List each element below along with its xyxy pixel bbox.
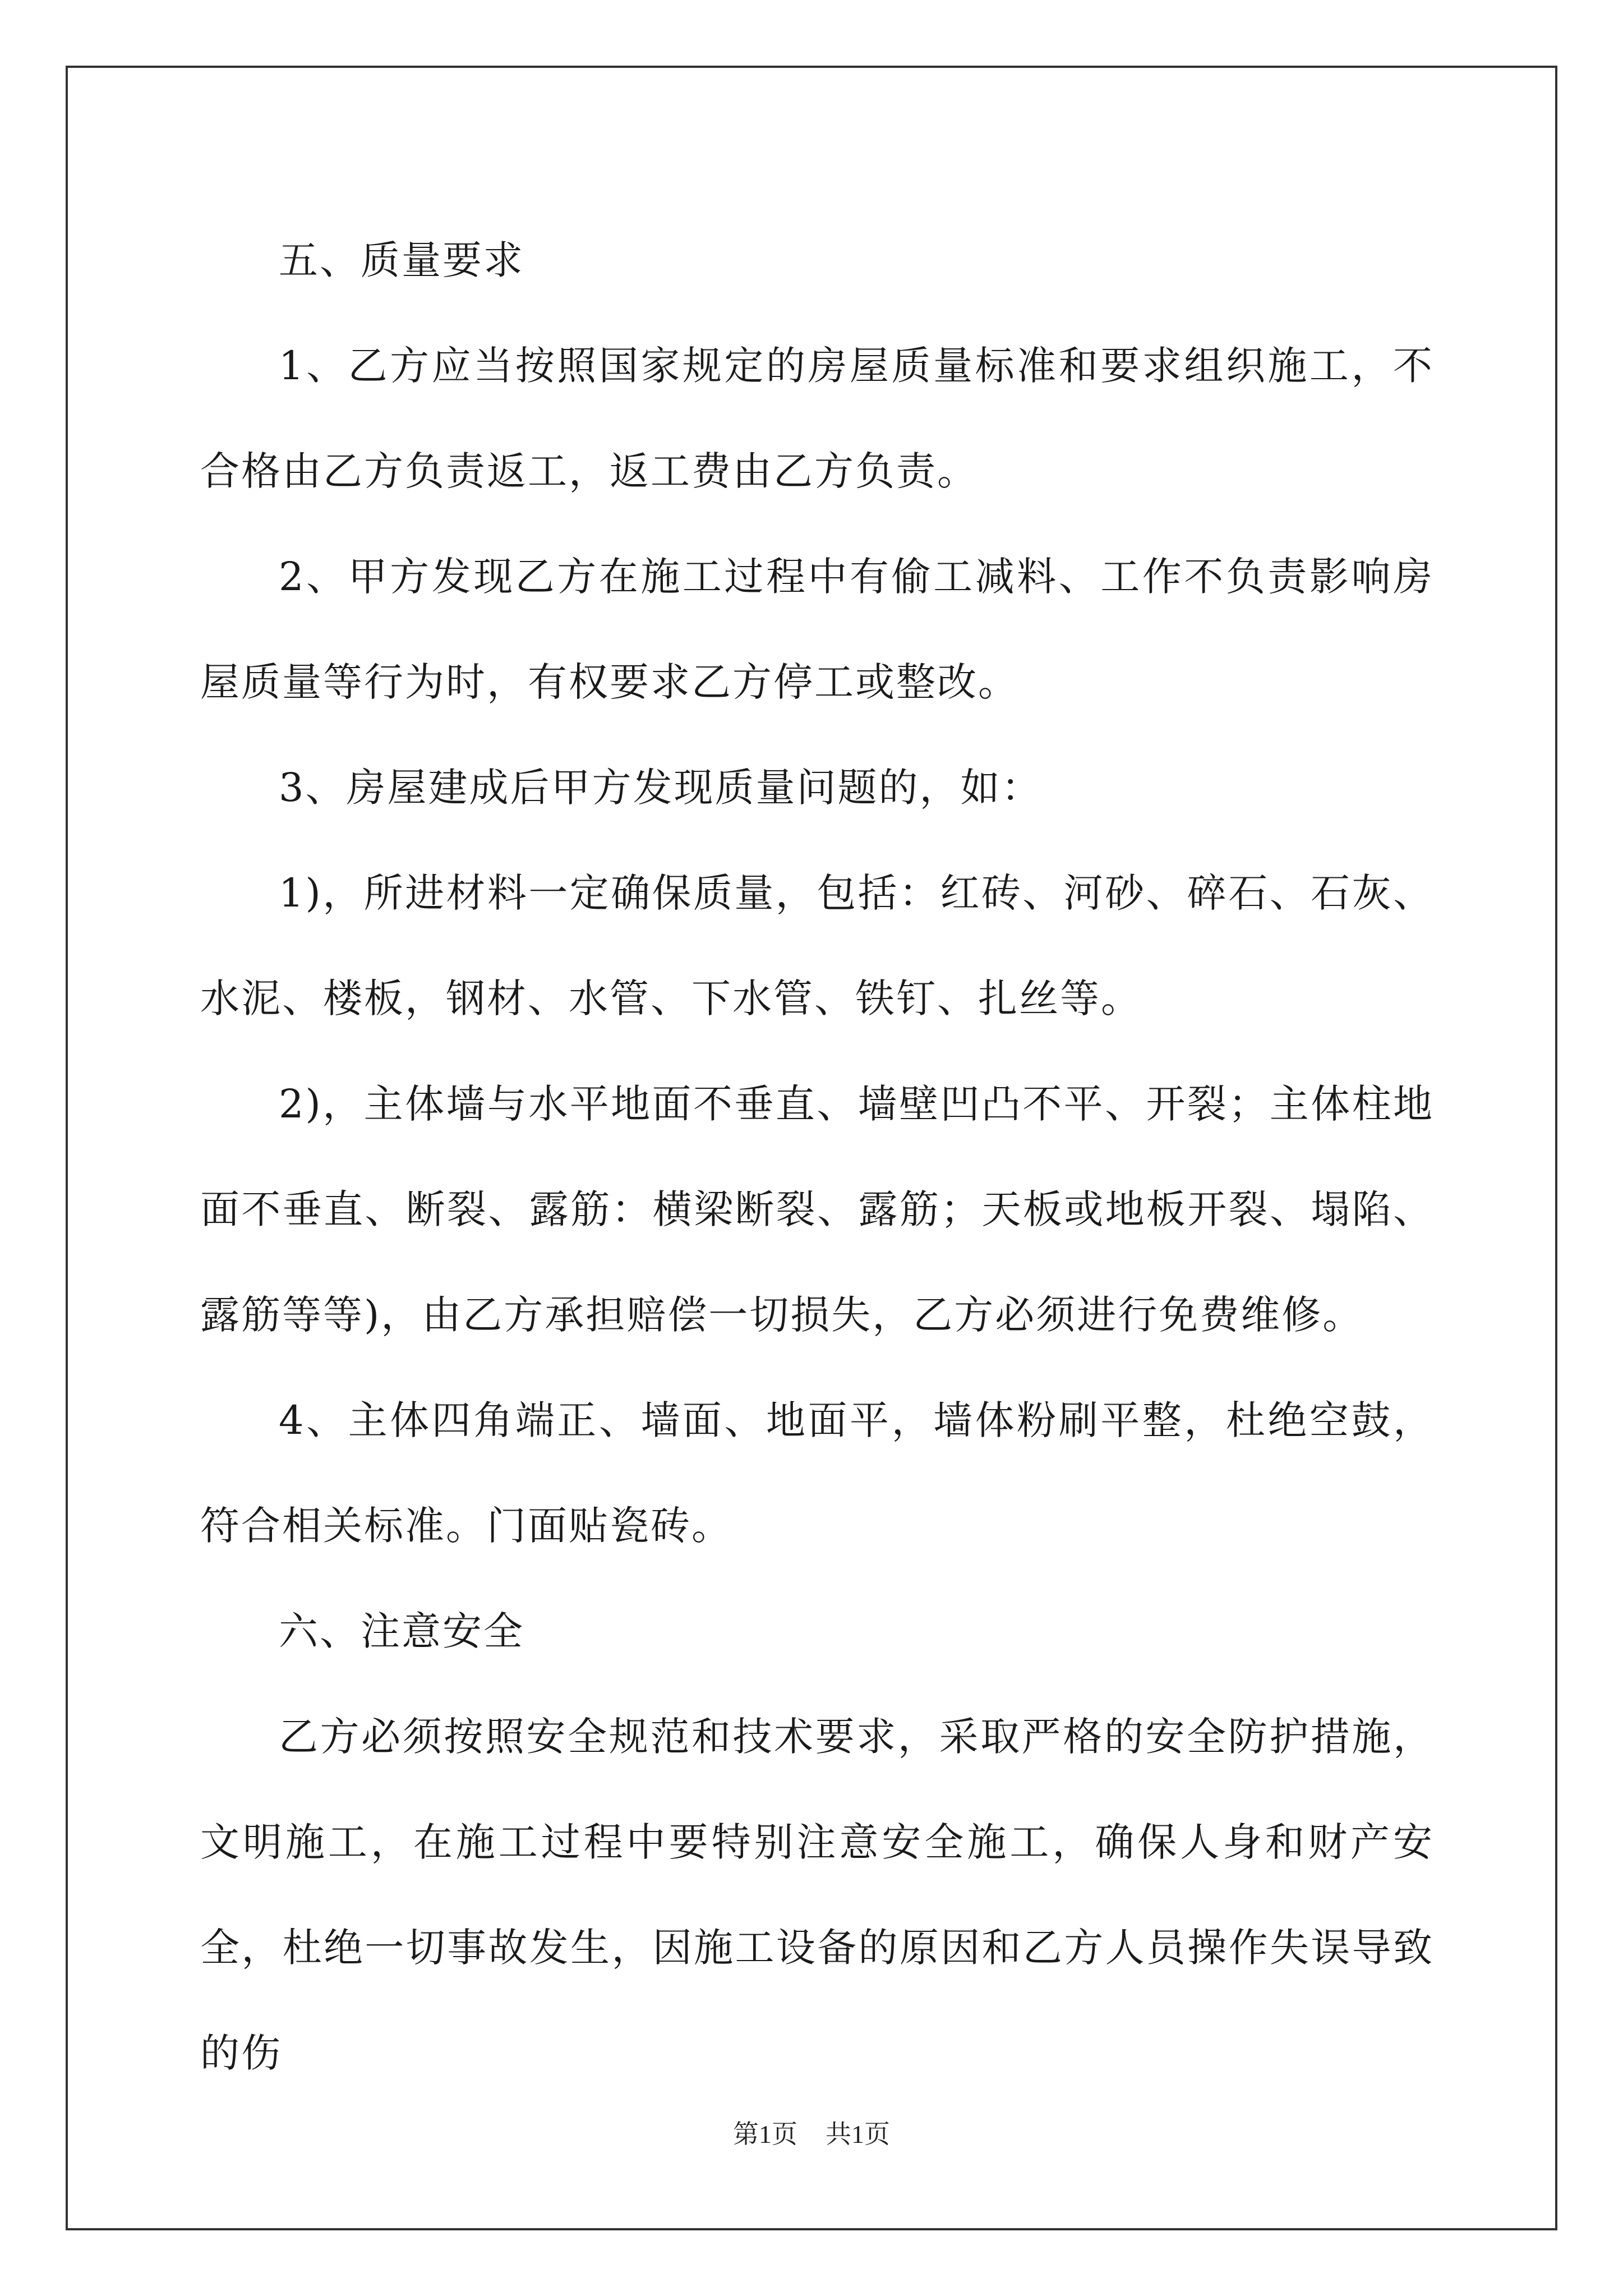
paragraph-subitem-2: 2)，主体墙与水平地面不垂直、墙壁凹凸不平、开裂；主体柱地面不垂直、断裂、露筋：横梁断裂、露筋；天板或地板开裂、塌陷、露筋等等)，由乙方承担赔偿一切损失，乙方必须进行免费维修。 bbox=[200, 1081, 1434, 1338]
page-total: 共1页 bbox=[826, 2120, 890, 2148]
section-heading-safety: 六、注意安全 bbox=[279, 1608, 524, 1654]
document-body bbox=[200, 208, 1434, 2106]
paragraph-item-4: 4、主体四角端正、墙面、地面平，墙体粉刷平整，杜绝空鼓，符合相关标准。门面贴瓷砖。 bbox=[200, 1397, 1434, 1549]
paragraph-safety: 乙方必须按照安全规范和技术要求，采取严格的安全防护措施，文明施工，在施工过程中要特别注意安全施工，确保人身和财产安全，杜绝一切事故发生，因施工设备的原因和乙方人员操作失误导致的伤 bbox=[200, 1714, 1434, 2076]
paragraph-subitem-1: 1)，所进材料一定确保质量，包括：红砖、河砂、碎石、石灰、水泥、楼板，钢材、水管、下水管、铁钉、扎丝等。 bbox=[200, 870, 1434, 1022]
section-heading-quality: 五、质量要求 bbox=[279, 237, 524, 283]
page-number: 第1页 bbox=[733, 2120, 797, 2148]
paragraph-item-3: 3、房屋建成后甲方发现质量问题的，如： bbox=[279, 765, 1043, 811]
page-footer bbox=[0, 2114, 1623, 2151]
paragraph-item-1: 1、乙方应当按照国家规定的房屋质量标准和要求组织施工，不合格由乙方负责返工，返工费由乙方负责。 bbox=[200, 343, 1434, 494]
paragraph-item-2: 2、甲方发现乙方在施工过程中有偷工减料、工作不负责影响房屋质量等行为时，有权要求乙方停工或整改。 bbox=[200, 554, 1434, 705]
